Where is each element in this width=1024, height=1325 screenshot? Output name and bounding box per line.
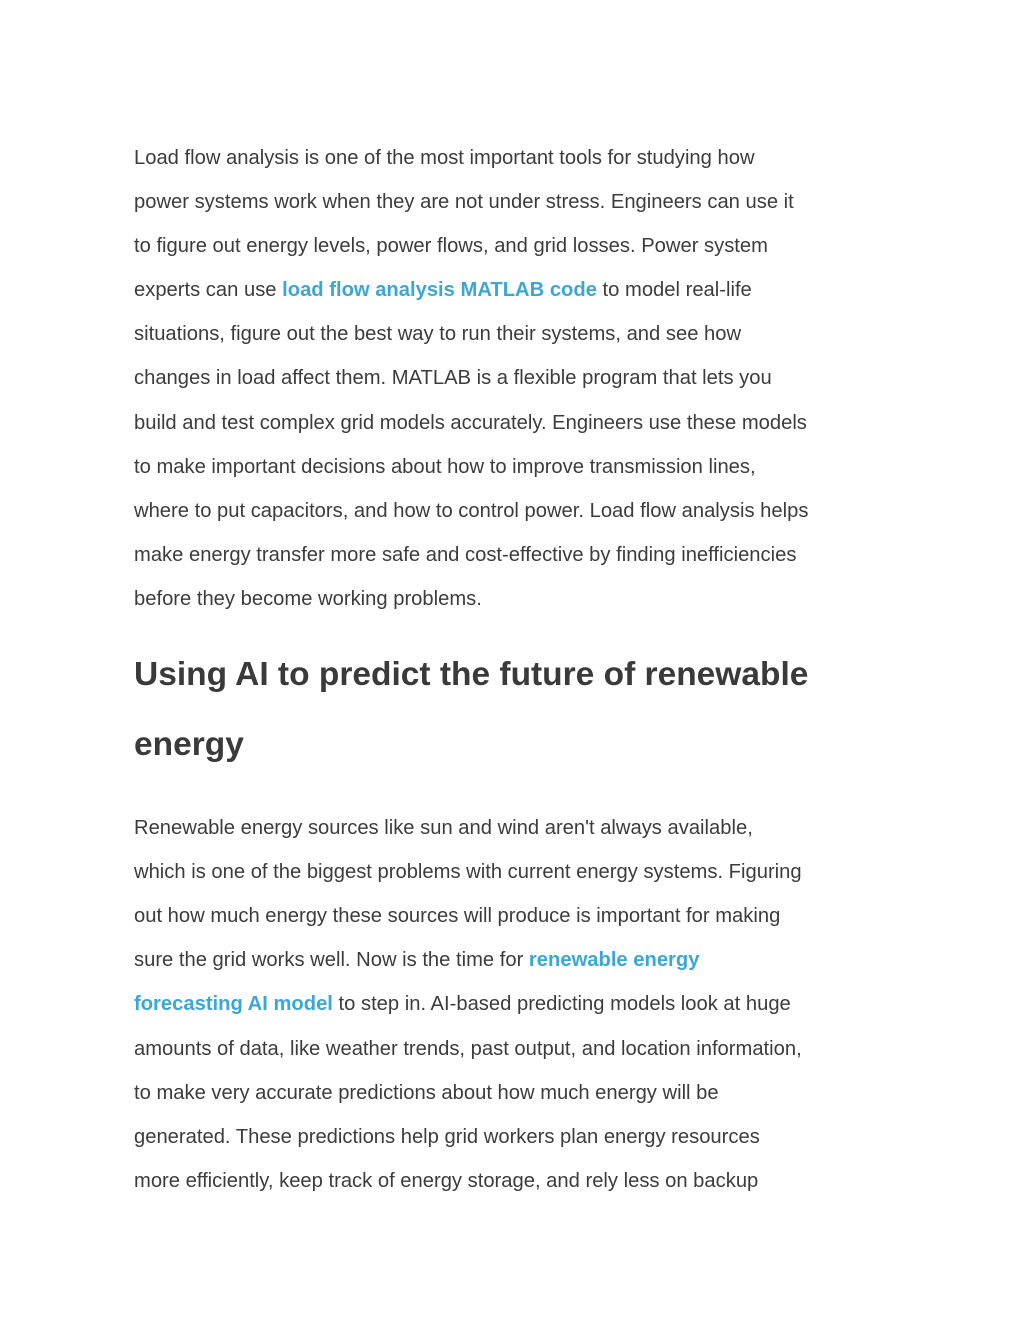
text-line	[134, 268, 894, 312]
heading-line: Using AI to predict the future of renewable	[134, 656, 809, 694]
text-line: build and test complex grid models accurately. Engineers use these models	[134, 411, 807, 434]
text-segment: experts can use	[134, 279, 283, 302]
paragraph-load-flow	[134, 136, 894, 621]
paragraph-renewable-forecasting	[134, 806, 894, 1203]
section-heading	[134, 621, 894, 806]
text-segment: to model real-life	[596, 279, 752, 302]
document-page	[134, 136, 894, 1203]
link-load-flow-matlab-code[interactable]: load flow analysis MATLAB code	[282, 279, 597, 302]
text-line: changes in load affect them. MATLAB is a flexible program that lets you	[134, 367, 772, 390]
text-line: generated. These predictions help grid workers plan energy resources	[134, 1125, 760, 1148]
text-line: to make very accurate predictions about how much energy will be	[134, 1081, 719, 1104]
heading-line: energy	[134, 726, 244, 764]
text-line: which is one of the biggest problems with current energy systems. Figuring	[134, 861, 802, 884]
text-segment: sure the grid works well. Now is the time for	[134, 949, 529, 972]
text-line: out how much energy these sources will produce is important for making	[134, 905, 781, 928]
text-line: to figure out energy levels, power flows, and grid losses. Power system	[134, 235, 768, 258]
text-line: make energy transfer more safe and cost-effective by finding inefficiencies	[134, 543, 797, 566]
text-line: to make important decisions about how to improve transmission lines,	[134, 455, 756, 478]
text-line: where to put capacitors, and how to control power. Load flow analysis helps	[134, 499, 809, 522]
text-line: amounts of data, like weather trends, past output, and location information,	[134, 1037, 802, 1060]
link-renewable-energy-forecasting-cont[interactable]: forecasting AI model	[134, 993, 333, 1016]
text-line	[134, 938, 894, 982]
text-line: Load flow analysis is one of the most important tools for studying how	[134, 147, 755, 169]
link-renewable-energy-forecasting[interactable]: renewable energy	[528, 949, 700, 972]
text-line: before they become working problems.	[134, 587, 482, 610]
text-line: Renewable energy sources like sun and wind aren't always available,	[134, 817, 753, 840]
text-line: situations, figure out the best way to run their systems, and see how	[134, 323, 742, 346]
text-line: power systems work when they are not under stress. Engineers can use it	[134, 191, 794, 214]
text-line: more efficiently, keep track of energy storage, and rely less on backup	[134, 1169, 759, 1192]
text-segment: to step in. AI-based predicting models look at huge	[332, 993, 791, 1016]
text-line	[134, 982, 894, 1026]
